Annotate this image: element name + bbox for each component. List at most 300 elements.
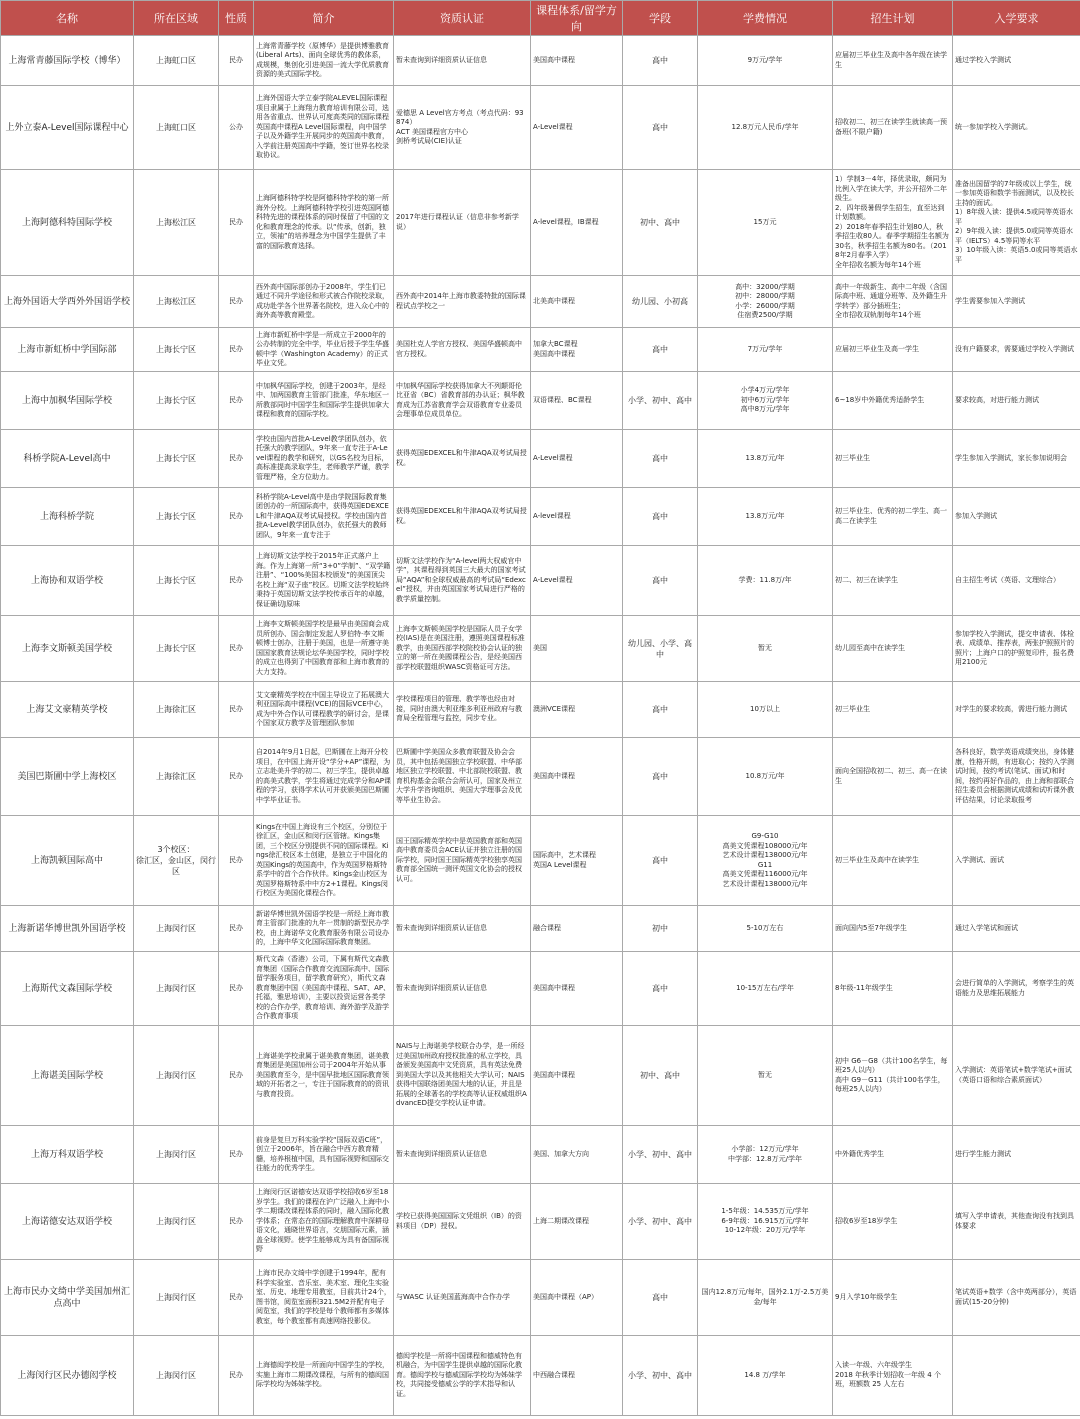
column-header: 性质	[219, 1, 254, 36]
cell-cert	[394, 1184, 531, 1260]
cell-curriculum	[531, 816, 623, 906]
cell-name	[1, 738, 134, 816]
cell-name	[1, 1260, 134, 1336]
cell-fee-text: 14.8 万/学年	[744, 1370, 786, 1379]
cell-req-text: 学生参加入学测试，家长参加说明会	[955, 453, 1067, 462]
cell-intro	[254, 1026, 394, 1126]
cell-district	[134, 328, 219, 372]
column-header: 招生计划	[833, 1, 953, 36]
cell-cert	[394, 488, 531, 546]
cell-fee	[698, 1126, 833, 1184]
cell-district-text: 上海闵行区	[156, 924, 196, 933]
cell-plan-text: 应届初三毕业生及高中各年级在读学生	[835, 51, 947, 69]
cell-fee-text: 高中：32000/学期 初中：28000/学期 小学：26000/学期 住宿费2500/学期	[735, 282, 795, 319]
cell-req-text: 通过入学笔试和面试	[955, 923, 1018, 932]
cell-district	[134, 372, 219, 430]
cell-req-text: 填写入学申请表，其他查询没有找到具体要求	[955, 1212, 1074, 1230]
cell-nature-text: 民办	[229, 1292, 243, 1301]
cell-name	[1, 906, 134, 952]
cell-intro	[254, 430, 394, 488]
cell-name	[1, 328, 134, 372]
cell-fee-text: 暂无	[758, 1070, 772, 1079]
cell-req-text: 自主招生考试（英语、文理综合）	[955, 575, 1060, 584]
table-row	[1, 616, 1080, 682]
cell-name-text: 上海市新虹桥中学国际部	[17, 344, 117, 355]
cell-stage	[623, 430, 698, 488]
cell-nature-text: 民办	[229, 453, 243, 462]
cell-fee	[698, 616, 833, 682]
cell-req-text: 入学测试、面试	[955, 855, 1004, 864]
cell-intro-text: 西外高中国际部创办于2008年，学生们已通过不同升学途径和形式被合作院校录取，成功赴学各个世界著名院校，进入众心中的海外高等教育殿堂。	[256, 282, 389, 319]
cell-curriculum	[531, 36, 623, 86]
cell-req	[953, 170, 1080, 276]
cell-nature	[219, 616, 254, 682]
cell-plan-text: 6~18岁中外籍优秀适龄学生	[835, 395, 925, 404]
cell-curriculum	[531, 488, 623, 546]
cell-fee	[698, 816, 833, 906]
cell-cert-text: 学校课程项目的管理、教学等也经由对接，同时由澳大利亚维多利亚州政府与教育局全程管理与监控，同步专业。	[396, 695, 522, 723]
cell-cert-text: 获得英国EDEXCEL和牛津AQA双考试局授权。	[396, 449, 527, 467]
cell-name-text: 美国巴斯圃中学上海校区	[17, 771, 117, 782]
cell-cert-text: 暂未查询到详细资质认证信息	[396, 923, 487, 932]
cell-cert	[394, 86, 531, 170]
column-header: 资质认证	[394, 1, 531, 36]
cell-stage	[623, 1026, 698, 1126]
cell-district-text: 上海长宁区	[156, 396, 196, 405]
cell-nature	[219, 36, 254, 86]
cell-nature-text: 民办	[229, 704, 243, 713]
cell-intro-text: 自2014年9月1日起，巴斯圃在上海开分校项目，在中国上海开设“学分+AP”课程，为立志赴美升学的初二、初三学生，提供卓越的高美式教学，学生将通过完成学分和AP课程的学习，获得学术认可并获颁美国巴斯圃中学毕业证书。	[256, 748, 391, 804]
cell-intro-text: 前身是复旦万科实验学校“国际双语C班”，创立于2006年，旨在融合中西方教育精髓，培养根植中国，具有国际视野和国际交往能力的优秀学生。	[256, 1135, 389, 1172]
cell-req	[953, 276, 1080, 328]
cell-req	[953, 546, 1080, 616]
cell-cert	[394, 1126, 531, 1184]
cell-intro	[254, 328, 394, 372]
table-row	[1, 488, 1080, 546]
cell-district	[134, 952, 219, 1026]
cell-cert-text: 中加枫华国际学校获得加拿大不列颠哥伦比亚省（BC）省教育部的办认证；枫华教育成为江苏省教育学会双语教育专业委员会理事单位成员单位。	[396, 381, 525, 418]
cell-fee	[698, 328, 833, 372]
table-row	[1, 372, 1080, 430]
cell-curriculum-text: 美国高中课程	[533, 983, 575, 992]
cell-stage	[623, 1126, 698, 1184]
cell-cert-text: 获得英国EDEXCEL和牛津AQA双考试局授权。	[396, 507, 527, 525]
cell-intro	[254, 616, 394, 682]
cell-district-text: 上海徐汇区	[156, 772, 196, 781]
cell-fee-text: 暂无	[758, 643, 772, 652]
cell-name	[1, 276, 134, 328]
cell-fee	[698, 488, 833, 546]
column-header: 课程体系/留学方向	[531, 1, 623, 36]
cell-district-text: 上海长宁区	[156, 454, 196, 463]
cell-stage	[623, 86, 698, 170]
cell-fee-text: 10-15万左右/学年	[736, 983, 794, 992]
cell-plan-text: 9月入学10年级学生	[835, 1292, 898, 1301]
cell-curriculum	[531, 1336, 623, 1416]
cell-req	[953, 1260, 1080, 1336]
cell-name-text: 上海万科双语学校	[30, 1149, 103, 1160]
cell-name	[1, 170, 134, 276]
cell-curriculum	[531, 906, 623, 952]
cell-intro	[254, 372, 394, 430]
cell-fee-text: 10万以上	[750, 704, 780, 713]
cell-curriculum	[531, 1126, 623, 1184]
cell-plan	[833, 1026, 953, 1126]
cell-plan	[833, 430, 953, 488]
cell-fee-text: 13.8万元/年	[745, 511, 785, 520]
cell-cert	[394, 36, 531, 86]
cell-curriculum-text: 美国高中课程	[533, 55, 575, 64]
cell-stage-text: 初中、高中	[640, 1071, 680, 1080]
table-row	[1, 86, 1080, 170]
cell-stage-text: 高中	[652, 1293, 668, 1302]
cell-intro-text: 上海李文斯顿美国学校是最早由美国商会成员所创办、国会制定发起人罗伯特·李文斯顿博士创办，注册于美国，也是一所遵守美国国家教育法规论坛华美国学校，同时学校的成立也得到了中国教育部和上海市教育的大力支持。	[256, 620, 389, 676]
cell-intro-text: 上海切斯文法学校于2015年正式落户上海。作为上海第一所“3+0”学制”、“双学籍注册”、“100%美国本校颁发”的美国顶尖名校上海“双子座”校区。切斯文法学校始终秉持于英国切斯文法学校传承百年的卓越，保证确切J原味	[256, 552, 391, 608]
cell-stage	[623, 1260, 698, 1336]
cell-name	[1, 1336, 134, 1416]
cell-name-text: 上海科桥学院	[39, 511, 94, 522]
cell-curriculum-text: 国际高中，艺术课程 英国A Level课程	[533, 851, 596, 869]
cell-intro-text: 艾文豪精英学校在中国主导设立了拓展澳大利亚国际高中课程(VCE)的国际VCE中心，成为中外合作认可课程教学的研讨会，是课个国家双方教学及管理团队参加	[256, 690, 389, 727]
cell-req-text: 没有户籍要求，需要通过学校入学测试	[955, 344, 1074, 353]
cell-fee	[698, 36, 833, 86]
cell-plan	[833, 170, 953, 276]
cell-stage	[623, 1184, 698, 1260]
cell-req	[953, 36, 1080, 86]
cell-plan-text: 面向全国招收初二、初三、高一在读生	[835, 767, 947, 785]
cell-name-text: 上海闵行区民办德闳学校	[17, 1370, 117, 1381]
cell-req-text: 会进行简单的入学测试，考察学生的英语能力及思维拓展能力	[955, 979, 1074, 997]
cell-intro-text: 斯代文森（香港）公司，下属有斯代文森教育集团（国际合作教育交流国际高中、国际留学服务项目，留学教育研究），斯代文森教育集团中国（美国高中课程、SAT、AP、托福，雅思培训），主要以投资运营各类学校的合作办学，教育培训、海外游学及游学合作教育事项	[256, 955, 391, 1021]
cell-plan-text: 8年级-11年级学生	[835, 983, 893, 992]
cell-intro	[254, 1184, 394, 1260]
cell-stage-text: 小学、初中、高中	[628, 1371, 692, 1380]
cell-plan	[833, 372, 953, 430]
cell-nature	[219, 170, 254, 276]
cell-req	[953, 328, 1080, 372]
cell-plan-text: 招收6岁至18岁学生	[835, 1216, 898, 1225]
cell-plan-text: 初三毕业生及高中在读学生	[835, 855, 919, 864]
cell-nature	[219, 816, 254, 906]
cell-name-text: 上海阿德科特国际学校	[21, 217, 112, 228]
cell-cert-text: 学校已获得美国国际文凭组织（IB）的资料项目（DP）授权。	[396, 1212, 522, 1230]
cell-curriculum	[531, 86, 623, 170]
column-header: 学段	[623, 1, 698, 36]
cell-cert-text: 西外高中2014年上海市教委特批的国际课程试点学校之一	[396, 292, 526, 310]
cell-nature-text: 民办	[229, 511, 243, 520]
cell-fee-text: 13.8万元/年	[745, 453, 785, 462]
cell-stage-text: 幼儿园、小初高	[632, 297, 688, 306]
cell-curriculum-text: 中西融合课程	[533, 1370, 575, 1379]
cell-cert-text: 暂未查询到详细资质认证信息	[396, 1149, 487, 1158]
cell-plan-text: 初中 G6－G8（共计100名学生，每班25人以内） 高中 G9－G11（共计100名学生，每班25人以内）	[835, 1056, 948, 1093]
cell-req-text: 笔试英语+数学（含中英两部分），英语面试(15-20分钟)	[955, 1288, 1077, 1306]
cell-curriculum	[531, 170, 623, 276]
cell-cert-text: 美国杜克人学官方授权、美国华盛顿高中官方授权。	[396, 340, 522, 358]
cell-nature	[219, 738, 254, 816]
cell-fee-text: 9万元/学年	[747, 55, 783, 64]
cell-intro	[254, 546, 394, 616]
cell-fee	[698, 1260, 833, 1336]
cell-stage-text: 幼儿园、小学、高中	[628, 638, 692, 659]
cell-intro-text: 上海闵行区诺德安达双语学校招收6岁至18岁学生。我们的课程在沪广泛融入上海中小学二期课改课程体系的同时，融入国际化教学体系；在常态在的国际理解教育中深耕母语文化，通晓世界语言，交朋国际元素，涵盖全球视野。使学生能够成为具有备国际视野	[256, 1188, 389, 1254]
cell-fee-text: 7万元/学年	[747, 344, 783, 353]
table-row	[1, 430, 1080, 488]
cell-plan	[833, 546, 953, 616]
cell-cert-text: 暂未查询到详细资质认证信息	[396, 55, 487, 64]
cell-curriculum-text: 北美高中课程	[533, 296, 575, 305]
cell-nature	[219, 1336, 254, 1416]
cell-curriculum-text: 上海二期课改课程	[533, 1216, 589, 1225]
cell-plan	[833, 906, 953, 952]
cell-curriculum-text: A-Level课程	[533, 575, 573, 584]
cell-cert	[394, 952, 531, 1026]
cell-district	[134, 1126, 219, 1184]
cell-fee-text: 小学部：12万元/学年 中学部：12.8万元/学年	[728, 1145, 802, 1163]
cell-district	[134, 682, 219, 738]
cell-district	[134, 36, 219, 86]
cell-intro	[254, 86, 394, 170]
cell-plan-text: 招收初二、初三在读学生就读高一预备班(不限户籍)	[835, 118, 947, 136]
cell-req	[953, 682, 1080, 738]
cell-fee-text: 1-5年级：14.535万元/学年 6-9年级：16.915万元/学年 10-12年级：20万元/学年	[721, 1207, 809, 1235]
cell-nature	[219, 1184, 254, 1260]
cell-district-text: 3个校区： 徐汇区，金山区，闵行区	[136, 845, 216, 876]
cell-district	[134, 1260, 219, 1336]
table-body	[1, 36, 1080, 1416]
cell-req-text: 统一参加学校入学测试。	[955, 122, 1032, 131]
cell-nature-text: 民办	[229, 296, 243, 305]
cell-district	[134, 816, 219, 906]
cell-cert	[394, 276, 531, 328]
cell-cert	[394, 816, 531, 906]
cell-intro	[254, 1126, 394, 1184]
cell-district	[134, 1336, 219, 1416]
cell-nature-text: 民办	[229, 1370, 243, 1379]
cell-nature	[219, 86, 254, 170]
cell-stage-text: 高中	[652, 454, 668, 463]
cell-nature-text: 民办	[229, 983, 243, 992]
cell-plan-text: 初三毕业生	[835, 704, 870, 713]
cell-name-text: 上海新诺华博世凯外国语学校	[8, 923, 126, 934]
table-row	[1, 1260, 1080, 1336]
cell-req	[953, 816, 1080, 906]
cell-req-text: 参加入学测试	[955, 511, 997, 520]
cell-stage-text: 高中	[652, 512, 668, 521]
cell-cert	[394, 738, 531, 816]
cell-cert	[394, 906, 531, 952]
cell-name-text: 上海协和双语学校	[30, 575, 103, 586]
cell-nature-text: 民办	[229, 1070, 243, 1079]
cell-plan-text: 初二、初三在读学生	[835, 575, 898, 584]
cell-name-text: 上海凯顿国际高中	[30, 855, 103, 866]
cell-cert-text: 与WASC 认证美国蓝海高中合作办学	[396, 1292, 510, 1301]
cell-name	[1, 546, 134, 616]
cell-nature-text: 公办	[229, 122, 243, 131]
cell-req	[953, 372, 1080, 430]
cell-fee	[698, 372, 833, 430]
cell-name	[1, 430, 134, 488]
cell-stage-text: 高中	[652, 345, 668, 354]
cell-intro	[254, 738, 394, 816]
cell-plan-text: 初三毕业生、优秀的初二学生、高一高二在读学生	[835, 507, 947, 525]
cell-nature	[219, 276, 254, 328]
cell-district-text: 上海虹口区	[156, 56, 196, 65]
cell-nature	[219, 952, 254, 1026]
cell-nature	[219, 488, 254, 546]
table-row	[1, 952, 1080, 1026]
column-header: 入学要求	[953, 1, 1080, 36]
cell-cert	[394, 1260, 531, 1336]
cell-plan-text: 1）学制3－4年，择优录取，颇同为比例入学在读大学，并公开招外二年级生。 2．四年级暑假学生招生，直至达到计划数额。 2）2018年春季招生计划80人，秋季招生收80人。春季学期招生名额为30名，秋季招生名额为80名。（2018年2月春季入学） 全年招收名额为每年14个班	[835, 175, 949, 269]
cell-stage-text: 小学、初中、高中	[628, 396, 692, 405]
cell-curriculum-text: 美国高中课程	[533, 1070, 575, 1079]
cell-curriculum	[531, 430, 623, 488]
cell-curriculum-text: 美国	[533, 643, 547, 652]
cell-intro-text: 上海谌美学校隶属于谌美教育集团，谌美教育集团是美国加州公司于2004年开始从事美国教育至今，是中国早批地区国际教育领域的开拓者之一，专注于国际教育的的资讯与教育投资。	[256, 1051, 389, 1098]
cell-intro	[254, 816, 394, 906]
cell-nature	[219, 906, 254, 952]
cell-cert	[394, 1026, 531, 1126]
cell-plan-text: 高中一年级新生、高中二年级（含国际高中班、通道分班等、及外籍生升学转学）部分插班生； 全市招收双轨制每年14个班	[835, 282, 947, 319]
cell-req-text: 学生需要参加入学测试	[955, 296, 1025, 305]
cell-stage-text: 小学、初中、高中	[628, 1150, 692, 1159]
cell-stage	[623, 616, 698, 682]
cell-plan	[833, 952, 953, 1026]
cell-intro-text: 上海外国语大学立泰学院ALEVEL国际课程项目隶属于上海翔力教育培训有限公司，选用各省重点、世界认可度高类同的国际课程英国高中课程A Level国际课程，向中国学子以及外籍学生开展同步的英国高中教育，入学前注册英国高中学籍，签订世界名校录取协议。	[256, 94, 389, 160]
cell-district-text: 上海长宁区	[156, 345, 196, 354]
cell-stage-text: 高中	[652, 576, 668, 585]
cell-fee	[698, 952, 833, 1026]
cell-name-text: 上海市民办文绮中学美国加州汇点高中	[3, 1286, 130, 1309]
cell-nature-text: 民办	[229, 855, 243, 864]
cell-stage	[623, 816, 698, 906]
cell-curriculum	[531, 276, 623, 328]
cell-district	[134, 276, 219, 328]
cell-curriculum-text: 融合课程	[533, 923, 561, 932]
cell-cert	[394, 616, 531, 682]
cell-stage	[623, 170, 698, 276]
cell-intro	[254, 682, 394, 738]
cell-nature	[219, 372, 254, 430]
cell-district	[134, 170, 219, 276]
cell-intro	[254, 488, 394, 546]
cell-intro	[254, 906, 394, 952]
cell-district	[134, 616, 219, 682]
cell-nature	[219, 1126, 254, 1184]
cell-district	[134, 738, 219, 816]
table-row	[1, 682, 1080, 738]
cell-district-text: 上海徐汇区	[156, 705, 196, 714]
cell-district-text: 上海长宁区	[156, 644, 196, 653]
cell-stage	[623, 488, 698, 546]
cell-district	[134, 906, 219, 952]
cell-req-text: 通过学校入学测试	[955, 55, 1011, 64]
cell-curriculum-text: 澳洲VCE课程	[533, 704, 576, 713]
cell-req	[953, 430, 1080, 488]
cell-name	[1, 1184, 134, 1260]
cell-name-text: 上海谌美国际学校	[30, 1070, 103, 1081]
cell-name-text: 上海诺德安达双语学校	[21, 1216, 112, 1227]
table-row	[1, 170, 1080, 276]
table-row	[1, 738, 1080, 816]
cell-curriculum-text: 美国、加拿大方向	[533, 1149, 589, 1158]
cell-req	[953, 952, 1080, 1026]
cell-req	[953, 488, 1080, 546]
cell-req-text: 各科良好，数学英语成绩突出，身体健康，性格开朗，有进取心；按约入学测试时间，按约考试(笔试、面试)和时间，按约再好作品的，由上海和部联合招生委员会根据测试成绩和试听课外教评估结果，讨论录取报考	[955, 748, 1074, 804]
cell-req	[953, 906, 1080, 952]
cell-fee-text: 15万元	[753, 217, 777, 226]
cell-intro-text: 上海阿德科特学校是阿德科特学校的第一所海外分校。上海阿德科特学校引进英国阿德科特先进的课程体系的同时保留了中国的文化和教育理念的传承。以“传承，创新，独立，领袖”的培养理念为中国学生提供了丰富的国际教育选择。	[256, 194, 389, 250]
cell-name	[1, 488, 134, 546]
cell-name	[1, 1126, 134, 1184]
cell-curriculum	[531, 616, 623, 682]
cell-intro-text: 中加枫华国际学校，创建于2003年，是经中、加两国教育主管部门批准，华东地区一所教部同时中国学生和国际学生提供加拿大课程和教育的国际学校。	[256, 381, 389, 418]
cell-cert	[394, 328, 531, 372]
cell-intro-text: 科桥学院A-Level高中是由学院国际教育集团创办的一所国际高中，获得英国EDEXCEL和牛津AQA双考试局授权。学校由国内首批A-Level教学团队创办，依托强大的教师团队，9年来一直专注于	[256, 492, 389, 539]
cell-nature-text: 民办	[229, 344, 243, 353]
cell-req	[953, 1126, 1080, 1184]
cell-nature-text: 民办	[229, 575, 243, 584]
cell-cert-text: 爱德思 A Level官方考点（考点代码：93874） ACT 美国课程官方中心 剑桥考试局(CIE)认证	[396, 108, 524, 145]
cell-fee	[698, 170, 833, 276]
cell-plan	[833, 276, 953, 328]
cell-name	[1, 682, 134, 738]
cell-intro-text: 新诺华博世凯外国语学校是一所经上海市教育主管部门批准的九年一贯制的新型民办学校，由上海诺华文化教育服务有限公司设办的，上海中华文化国际国际教育集团。	[256, 909, 389, 946]
cell-plan	[833, 36, 953, 86]
cell-plan	[833, 1336, 953, 1416]
table-row	[1, 1184, 1080, 1260]
cell-stage-text: 高中	[652, 984, 668, 993]
cell-district-text: 上海虹口区	[156, 123, 196, 132]
cell-name	[1, 952, 134, 1026]
cell-fee	[698, 906, 833, 952]
cell-req-text: 要求较高，对进行能力测试	[955, 395, 1039, 404]
cell-nature-text: 民办	[229, 643, 243, 652]
cell-fee-text: 5-10万左右	[746, 923, 784, 932]
cell-nature-text: 民办	[229, 395, 243, 404]
cell-curriculum-text: A-level课程，IB课程	[533, 217, 599, 226]
cell-fee-text: 学费：11.8万/年	[738, 575, 792, 584]
cell-cert-text: 德闳学校是一所将中国课程和德威特色有机融合，为中国学生提供卓越的国际化教育。德闳学校与德威国际学校均为姊妹学校，共同接受德威公学的学术指导和认证。	[396, 1351, 522, 1398]
cell-curriculum	[531, 952, 623, 1026]
cell-fee	[698, 1336, 833, 1416]
cell-fee	[698, 276, 833, 328]
cell-name	[1, 1026, 134, 1126]
cell-plan	[833, 682, 953, 738]
cell-stage	[623, 328, 698, 372]
cell-fee-text: 小学4万元/学年 初中6万元/学年 高中8万元/学年	[740, 386, 790, 414]
cell-plan-text: 面向国内5至7年级学生	[835, 923, 907, 932]
cell-name-text: 上海艾文豪精英学校	[26, 704, 108, 715]
cell-district	[134, 546, 219, 616]
cell-nature	[219, 682, 254, 738]
cell-fee-text: 10.8万元/年	[745, 771, 785, 780]
cell-cert	[394, 372, 531, 430]
cell-district-text: 上海闵行区	[156, 1293, 196, 1302]
cell-curriculum	[531, 328, 623, 372]
cell-curriculum-text: 美国高中课程	[533, 771, 575, 780]
cell-stage-text: 高中	[652, 772, 668, 781]
cell-district-text: 上海长宁区	[156, 576, 196, 585]
cell-intro	[254, 1336, 394, 1416]
cell-fee-text: G9-G10 高美文凭课程108000元/年 艺术设计课程138000元/年 G11 高美文凭课程116000元/年 艺术设计课程138000元/年	[722, 832, 808, 888]
cell-fee	[698, 86, 833, 170]
cell-name	[1, 372, 134, 430]
cell-cert	[394, 430, 531, 488]
cell-intro-text: 上海市新虹桥中学是一所成立于2000年的公办转制的完全中学，毕业后授予学生华盛顿中学（Washington Academy）的正式毕业文凭。	[256, 330, 389, 367]
cell-stage	[623, 952, 698, 1026]
